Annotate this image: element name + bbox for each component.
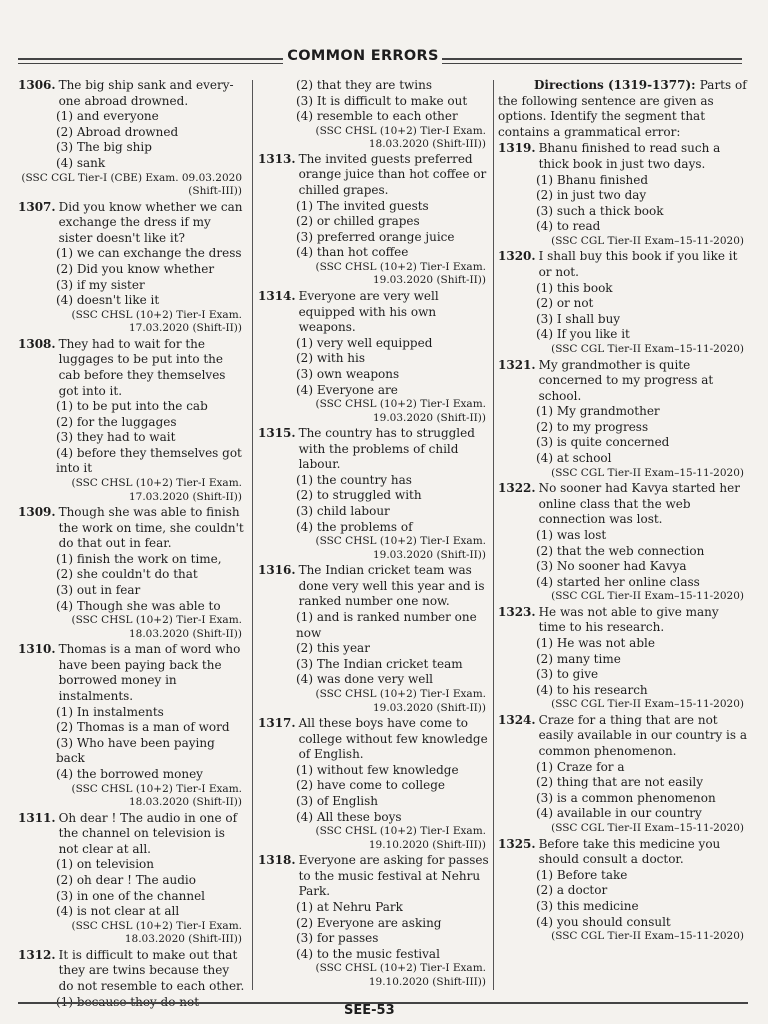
answer-option: (1) My grandmother [536,404,660,419]
question-number: 1319. [498,141,536,156]
answer-option: (2) for the luggages [56,414,177,429]
question-text: Oh dear ! The audio in one of the channel on television is not clear at all. [58,810,238,856]
exam-source: (SSC CHSL (10+2) Tier-I Exam. 18.03.2020 (Shift-III)) [315,124,486,151]
exam-source: (SSC CGL Tier-II Exam–15-11-2020) [551,234,744,247]
question-item [498,837,748,944]
question-text: Bhanu finished to read such a thick book in just two days. [538,141,721,171]
answer-option: (4) the problems of [296,519,413,534]
exam-source: (SSC CHSL (10+2) Tier-I Exam. 18.03.2020 (Shift-II)) [71,782,242,809]
answer-option: (4) If you like it [536,327,630,342]
answer-option: (2) oh dear ! The audio [56,872,196,887]
question-number: 1320. [498,249,536,264]
question-item [18,642,246,809]
answer-option: (3) if my sister [56,277,145,292]
exam-source: (SSC CGL Tier-II Exam–15-11-2020) [551,822,744,835]
answer-option: (4) sank [56,155,106,170]
exam-source: (SSC CHSL (10+2) Tier-I Exam. 17.03.2020 (Shift-II)) [71,477,242,503]
question-stem [498,481,748,528]
answer-option: (3) such a thick book [536,203,664,218]
question-text: He was not able to give many time to his research. [538,604,719,635]
question-text: Did you know whether we can exchange the dress if my sister doesn't like it? [58,199,243,245]
exam-source: (SSC CHSL (10+2) Tier-I Exam. 17.03.2020 (Shift-II)) [71,308,242,335]
question-text: Before take this medicine you should consult a doctor. [538,836,721,867]
answer-option: (2) that they are twins [296,78,433,92]
question-item [18,505,246,641]
column-left [18,78,246,1011]
question-number: 1312. [18,947,56,962]
exam-source: (SSC CHSL (10+2) Tier-I Exam. 18.03.2020 (Shift-III)) [71,919,242,946]
directions-block [498,78,748,140]
answer-option: (1) and is ranked number one now [296,610,477,640]
answer-option: (4) available in our country [536,806,702,821]
question-number: 1310. [18,642,56,657]
answer-option: (1) finish the work on time, [56,551,222,566]
question-item [498,481,748,604]
header-rule-right [442,58,742,60]
question-text: Everyone are very well equipped with his own weapons. [298,288,439,335]
answer-option: (1) The invited guests [296,198,429,213]
exam-source: (SSC CHSL (10+2) Tier-I Exam. 19.10.2020 (Shift-III)) [315,825,486,851]
question-stem [18,811,246,858]
column-right [498,78,748,945]
question-stem [18,948,246,995]
header-rule-right-thin [442,63,742,64]
exam-source: (SSC CHSL (10+2) Tier-I Exam. 19.03.2020 (Shift-II)) [315,398,486,424]
question-item [258,716,490,852]
answer-option: (3) I shall buy [536,311,621,326]
page-number: SEE-53 [344,1003,395,1018]
question-number: 1316. [258,563,296,578]
answer-option: (3) preferred orange juice [296,229,455,244]
answer-option: (2) Everyone are asking [296,915,442,930]
question-stem [498,837,748,868]
answer-option: (1) without few knowledge [296,762,459,777]
question-stem [258,563,490,610]
exam-source: (SSC CGL Tier-II Exam–15-11-2020) [551,466,744,479]
question-number: 1324. [498,712,536,727]
answer-option: (2) that the web connection [536,543,705,558]
answer-option: (3) for passes [296,931,379,946]
answer-option: (3) own weapons [296,366,400,381]
answer-option: (4) doesn't like it [56,293,160,308]
question-stem [18,78,246,109]
answer-option: (3) The big ship [56,140,152,155]
answer-option: (3) is quite concerned [536,435,670,450]
question-stem [498,358,748,405]
question-number: 1306. [18,78,56,92]
answer-option: (4) to his research [536,682,648,697]
answer-option: (2) Abroad drowned [56,124,179,139]
question-number: 1313. [258,151,296,166]
answer-option: (3) to give [536,667,599,682]
page-title: COMMON ERRORS [287,48,439,64]
answer-option: (1) and everyone [56,109,159,124]
question-item [258,289,490,425]
answer-option: (1) Before take [536,867,628,882]
answer-option: (3) they had to wait [56,430,176,445]
answer-option: (1) on television [56,857,155,872]
answer-option: (4) the borrowed money [56,766,203,781]
question-item [18,200,246,336]
answer-option: (2) this year [296,641,370,656]
question-item [258,853,490,989]
answer-option: (4) you should consult [536,914,671,929]
exam-source: (SSC CGL Tier-II Exam–15-11-2020) [551,698,744,711]
answer-option: (2) with his [296,351,366,366]
column-divider-1 [252,80,253,990]
answer-option: (2) or chilled grapes [296,214,420,229]
answer-option: (4) than hot coffee [296,245,409,260]
question-number: 1325. [498,836,536,851]
exam-source: (SSC CHSL (10+2) Tier-I Exam. 18.03.2020 (Shift-II)) [71,614,242,640]
answer-option: (4) resemble to each other [296,109,458,124]
answer-option: (1) the country has [296,472,412,487]
answer-option: (4) before they themselves got into it [56,445,242,476]
question-text: Though she was able to finish the work on time, she couldn't do that out in fear. [58,505,244,551]
question-stem [18,505,246,552]
question-number: 1323. [498,604,536,619]
answer-option: (1) very well equipped [296,335,433,350]
question-text: I shall buy this book if you like it or not. [538,249,738,280]
question-item [498,713,748,836]
answer-option: (4) Though she was able to [56,598,221,613]
directions-heading: Directions (1319-1377): [534,78,696,92]
question-item [18,78,246,199]
question-stem [498,141,748,172]
question-1312-continued [258,78,490,152]
question-stem [258,853,490,900]
question-text: The Indian cricket team was done very well this year and is ranked number one now. [298,563,485,609]
exam-source: (SSC CHSL (10+2) Tier-I Exam. 19.03.2020 (Shift-II)) [315,688,486,714]
answer-option: (4) All these boys [296,809,402,824]
question-stem [18,337,246,399]
answer-option: (3) of English [296,793,379,808]
answer-option: (3) is a common phenomenon [536,790,716,805]
question-stem [18,642,246,704]
header-rule-left [18,58,283,60]
answer-option: (3) It is difficult to make out [296,93,468,108]
directions-text: Parts of the following sentence are given as options. Identify the segment that contains a grammatical error: [498,78,747,139]
answer-option: (2) Did you know whether [56,261,215,276]
exam-source: (SSC CGL Tier-II Exam–15-11-2020) [551,930,744,943]
answer-option: (2) or not [536,296,594,311]
question-item [498,358,748,481]
column-divider-2 [493,80,494,990]
question-text: No sooner had Kavya started her online class that the web connection was lost. [538,481,740,527]
question-stem [258,716,490,763]
exam-source: (SSC CGL Tier-II Exam–15-11-2020) [551,590,744,603]
question-item [498,605,748,712]
exam-source: (SSC CHSL (10+2) Tier-I Exam. 19.10.2020 (Shift-III)) [315,962,486,988]
exam-source: (SSC CHSL (10+2) Tier-I Exam. 19.03.2020 (Shift-II)) [315,260,486,287]
question-number: 1309. [18,505,56,520]
question-stem [498,713,748,760]
answer-option: (1) this book [536,280,613,295]
answer-option: (1) Craze for a [536,759,625,774]
question-text: Craze for a thing that are not easily available in our country is a common phenomenon. [538,712,748,759]
answer-option: (4) was done very well [296,672,434,687]
question-item [258,563,490,715]
question-number: 1315. [258,426,296,441]
answer-option: (2) to struggled with [296,488,422,503]
question-item [18,337,246,504]
answer-option: (1) to be put into the cab [56,399,208,414]
answer-option: (4) at school [536,451,612,466]
question-number: 1307. [18,199,56,214]
answer-option: (2) Thomas is a man of word [56,720,230,735]
answer-option: (1) was lost [536,527,607,542]
question-item [18,811,246,947]
answer-option: (2) in just two day [536,188,647,203]
answer-option: (3) in one of the channel [56,888,206,903]
answer-option: (4) is not clear at all [56,904,180,919]
column-middle [258,78,490,990]
question-stem [498,605,748,636]
question-stem [498,249,748,280]
exam-source: (SSC CGL Tier-II Exam–15-11-2020) [551,343,744,355]
question-item [498,141,748,248]
answer-option: (4) to the music festival [296,946,440,961]
answer-option: (2) have come to college [296,778,445,793]
exam-source: (SSC CHSL (10+2) Tier-I Exam. 19.03.2020 (Shift-II)) [315,535,486,561]
answer-option: (1) at Nehru Park [296,899,403,914]
answer-option: (3) Who have been paying back [56,735,215,766]
question-number: 1322. [498,481,536,496]
question-stem [258,426,490,473]
question-item [258,152,490,288]
question-item [498,249,748,356]
question-stem [258,152,490,199]
answer-option: (2) a doctor [536,883,608,898]
answer-option: (3) out in fear [56,583,141,598]
question-text: All these boys have come to college without few knowledge of English. [298,716,488,762]
answer-option: (4) to read [536,219,601,234]
answer-option: (2) to my progress [536,419,649,434]
answer-option: (2) she couldn't do that [56,567,198,582]
question-number: 1314. [258,288,296,303]
question-number: 1311. [18,810,56,825]
answer-option: (2) many time [536,651,621,666]
question-text: Everyone are asking for passes to the music festival at Nehru Park. [298,853,489,899]
answer-option: (3) No sooner had Kavya [536,559,687,574]
question-number: 1318. [258,853,296,868]
answer-option: (1) we can exchange the dress [56,246,242,261]
question-text: The country has to struggled with the problems of child labour. [298,426,475,472]
header-rule-left-thin [18,63,283,64]
answer-option: (2) thing that are not easily [536,775,704,790]
question-number: 1321. [498,357,536,372]
question-text: The big ship sank and every-one abroad drowned. [58,78,234,108]
question-text: It is difficult to make out that they are twins because they do not resemble to each other. [58,947,245,993]
question-text: The invited guests preferred orange juice than hot coffee or chilled grapes. [298,151,487,197]
question-text: They had to wait for the luggages to be put into the cab before they themselves got into it. [58,336,226,398]
answer-option: (1) Bhanu finished [536,172,649,187]
question-stem [18,200,246,247]
question-text: My grandmother is quite concerned to my progress at school. [538,357,714,403]
question-number: 1308. [18,336,56,351]
page-header [0,44,768,74]
answer-option: (4) started her online class [536,574,700,589]
answer-option: (3) this medicine [536,898,639,913]
question-stem [258,289,490,336]
question-number: 1317. [258,716,296,730]
answer-option: (1) In instalments [56,704,164,719]
answer-option: (1) He was not able [536,636,655,650]
answer-option: (3) The Indian cricket team [296,656,463,671]
answer-option: (3) child labour [296,504,390,519]
page-footer [0,996,768,1024]
exam-source: (SSC CGL Tier-I (CBE) Exam. 09.03.2020 (Shift-III)) [21,171,242,198]
question-item [258,426,490,562]
question-text: Thomas is a man of word who have been paying back the borrowed money in instalments. [58,642,241,703]
answer-option: (4) Everyone are [296,382,398,397]
